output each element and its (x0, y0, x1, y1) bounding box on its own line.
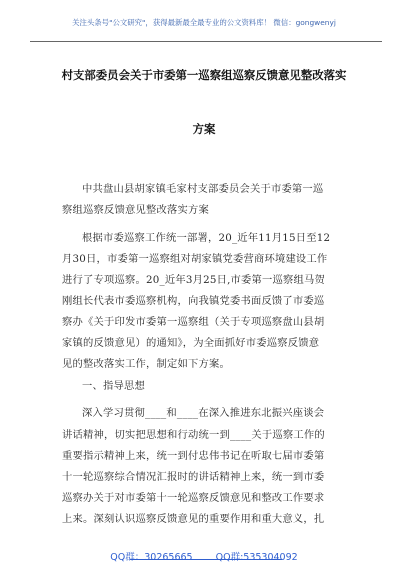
body-line: 进行了专项巡察。20_近年3月25日,市委第一巡察组马贺 (62, 274, 326, 286)
header-divider (30, 41, 382, 42)
body-line: 察办《关于印发市委第一巡察组（关于专项巡察盘山县胡 (62, 316, 325, 328)
body-line: 中共盘山县胡家镇毛家村支部委员会关于市委第一巡 (82, 183, 324, 195)
body-line: 重要指示精神上来，统一到付忠伟书记在听取七届市委第 (62, 450, 325, 462)
body-line: 月30日，市委第一巡察组对胡家镇党委营商环境建设工作 (62, 253, 328, 265)
footer-underline (130, 559, 282, 560)
body-line: 深入学习贯彻____和____在深入推进东北振兴座谈会 (82, 407, 325, 419)
document-title-line2: 方案 (192, 122, 216, 136)
footer-qq-group-2[interactable]: QQ群:535304092 (215, 552, 298, 563)
body-line: 上来。深刻认识巡察反馈意见的重要作用和重大意义，扎 (62, 513, 325, 525)
footer (0, 549, 408, 563)
body-line: 刚组长代表市委巡察机构，向我镇党委书面反馈了市委巡 (62, 295, 325, 307)
body-line: 讲话精神，切实把思想和行动统一到____关于巡察工作的 (62, 429, 325, 441)
document-title-line1: 村支部委员会关于市委第一巡察组巡察反馈意见整改落实 (61, 68, 347, 82)
footer-qq-group-1[interactable]: QQ群：30265665 (110, 552, 193, 563)
body-line: 察组巡察反馈意见整改落实方案 (62, 204, 209, 216)
body-line: 家镇的反馈意见）的通知》，为全面抓好市委巡察反馈意 (62, 337, 320, 349)
body-line: 根据市委巡察工作统一部署，20_近年11月15日至12 (82, 232, 331, 244)
body-line: 十一轮巡察综合情况汇报时的讲话精神上来，统一到市委 (62, 471, 325, 483)
section-heading: 一、指导思想 (82, 380, 145, 392)
body-line: 巡察办关于对市委第十一轮巡察反馈意见和整改工作要求 (62, 492, 325, 504)
header-note: 关注头条号"公文研究"，获得最新最全最专业的公文资料库！ 微信：gongwenyj (72, 18, 336, 27)
body-line: 见的整改落实工作，制定如下方案。 (62, 358, 230, 370)
